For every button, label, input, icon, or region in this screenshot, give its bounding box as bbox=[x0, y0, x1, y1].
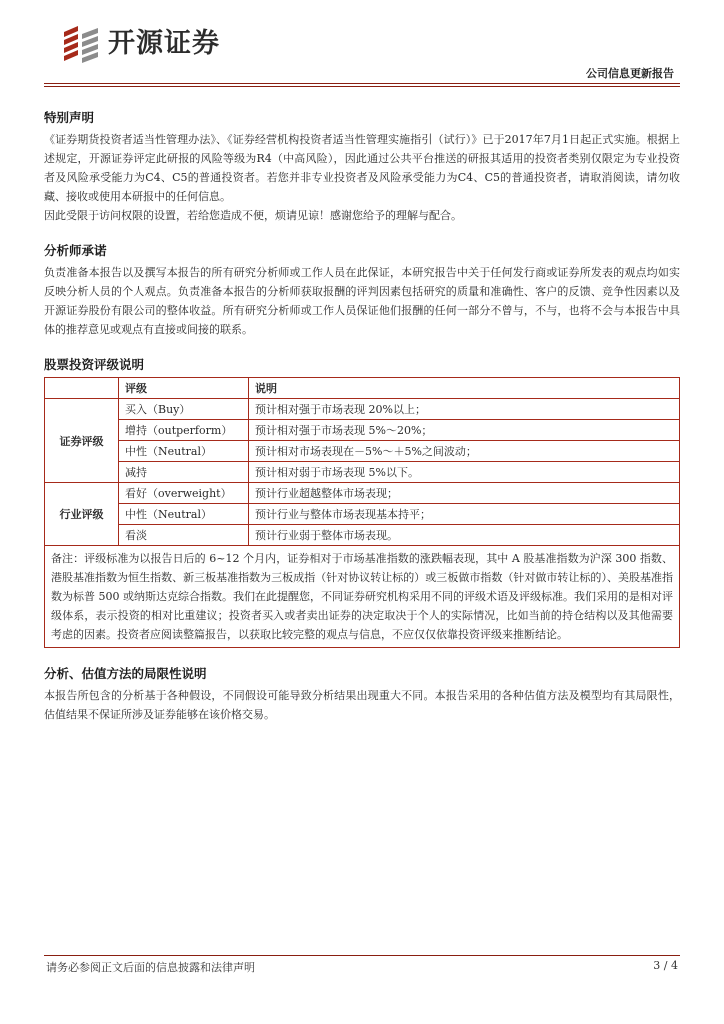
rating-desc-cell: 预计行业与整体市场表现基本持平； bbox=[249, 504, 680, 525]
analyst-commitment-section bbox=[44, 241, 680, 339]
table-row bbox=[45, 420, 680, 441]
page-number: 3 / 4 bbox=[653, 959, 678, 972]
rating-level-cell: 中性（Neutral） bbox=[119, 441, 249, 462]
footer-divider bbox=[44, 955, 680, 956]
table-row bbox=[45, 525, 680, 546]
table-header-cell: 说明 bbox=[249, 378, 680, 399]
paragraph: 因此受限于访问权限的设置，若给您造成不便，烦请见谅！感谢您给予的理解与配合。 bbox=[44, 209, 462, 222]
rating-desc-cell: 预计行业超越整体市场表现； bbox=[249, 483, 680, 504]
rating-level-cell: 看淡 bbox=[119, 525, 249, 546]
header-divider-secondary bbox=[44, 86, 680, 87]
footer-notice: 请务必参阅正文后面的信息披露和法律声明 bbox=[46, 961, 255, 974]
paragraph: 《证券期货投资者适当性管理办法》、《证券经营机构投资者适当性管理实施指引（试行）》已于2017年7月1日起正式实施。根据上述规定，开源证券评定此研报的风险等级为R4（中高风险），因此通过公共平台推送的研报其适用的投资者类别仅限定为专业投资者及风险承受能力为C4、C5的普通投资者。若您并非专业投资者及风险承受能力为C4、C5的普通投资者，请取消阅读，请勿收藏、接收或使用本研报中的任何信息。 bbox=[44, 133, 680, 203]
table-header-row bbox=[45, 378, 680, 399]
table-row bbox=[45, 399, 680, 420]
section-title: 股票投资评级说明 bbox=[44, 357, 145, 372]
table-row bbox=[45, 504, 680, 525]
paragraph: 负责准备本报告以及撰写本报告的所有研究分析师或工作人员在此保证，本研究报告中关于任何发行商或证券所发表的观点均如实反映分析人员的个人观点。负责准备本报告的分析师获取报酬的评判因素包括研究的质量和准确性、客户的反馈、竞争性因素以及开源证券股份有限公司的整体收益。所有研究分析师或工作人员保证他们报酬的任何一部分不曾与，不与，也将不会与本报告中具体的推荐意见或观点有直接或间接的联系。 bbox=[44, 266, 680, 336]
rating-desc-cell: 预计行业弱于整体市场表现。 bbox=[249, 525, 680, 546]
section-title: 分析师承诺 bbox=[44, 243, 107, 258]
table-row bbox=[45, 462, 680, 483]
rating-note: 备注：评级标准为以报告日后的 6~12 个月内，证券相对于市场基准指数的涨跌幅表现，其中 A 股基准指数为沪深 300 指数、港股基准指数为恒生指数、新三板基准指数为三板成指（针对协议转让标的）或三板做市指数（针对做市转让标的）、美股基准指数为标普 500 或纳斯达克综合指数。我们在此提醒您，不同证券研究机构采用不同的评级术语及评级标准。我们采用的是相对评级体系，表示投资的相对比重建议；投资者买入或者卖出证券的决定取决于个人的实际情况，比如当前的持仓结构以及其他需要考虑的因素。投资者应阅读整篇报告，以获取比较完整的观点与信息，不应仅仅依靠投资评级来推断结论。 bbox=[45, 546, 680, 648]
table-header-cell bbox=[45, 378, 119, 399]
rating-level-cell: 增持（outperform） bbox=[119, 420, 249, 441]
company-name: 开源证券 bbox=[108, 28, 220, 59]
valuation-limitations-section bbox=[44, 664, 680, 724]
rating-level-cell: 买入（Buy） bbox=[119, 399, 249, 420]
report-type-label: 公司信息更新报告 bbox=[586, 67, 674, 80]
header-divider bbox=[44, 83, 680, 84]
rating-table bbox=[44, 377, 680, 648]
company-logo-icon bbox=[62, 24, 102, 64]
rating-level-cell: 看好（overweight） bbox=[119, 483, 249, 504]
rating-group-label: 证券评级 bbox=[45, 399, 119, 483]
table-row bbox=[45, 483, 680, 504]
rating-desc-cell: 预计相对市场表现在－5%～＋5%之间波动； bbox=[249, 441, 680, 462]
rating-level-cell: 中性（Neutral） bbox=[119, 504, 249, 525]
main-content bbox=[44, 108, 680, 740]
page-header bbox=[0, 0, 724, 86]
paragraph: 本报告所包含的分析基于各种假设，不同假设可能导致分析结果出现重大不同。本报告采用的各种估值方法及模型均有其局限性，估值结果不保证所涉及证券能够在该价格交易。 bbox=[44, 689, 680, 721]
rating-level-cell: 减持 bbox=[119, 462, 249, 483]
table-header-cell: 评级 bbox=[119, 378, 249, 399]
rating-desc-cell: 预计相对强于市场表现 5%～20%； bbox=[249, 420, 680, 441]
rating-explanation-section bbox=[44, 355, 680, 648]
section-title: 分析、估值方法的局限性说明 bbox=[44, 666, 207, 681]
rating-group-label: 行业评级 bbox=[45, 483, 119, 546]
rating-desc-cell: 预计相对强于市场表现 20%以上； bbox=[249, 399, 680, 420]
rating-desc-cell: 预计相对弱于市场表现 5%以下。 bbox=[249, 462, 680, 483]
table-note-row bbox=[45, 546, 680, 648]
section-title: 特别声明 bbox=[44, 110, 95, 125]
special-statement-section bbox=[44, 108, 680, 225]
company-logo bbox=[62, 22, 262, 66]
table-row bbox=[45, 441, 680, 462]
